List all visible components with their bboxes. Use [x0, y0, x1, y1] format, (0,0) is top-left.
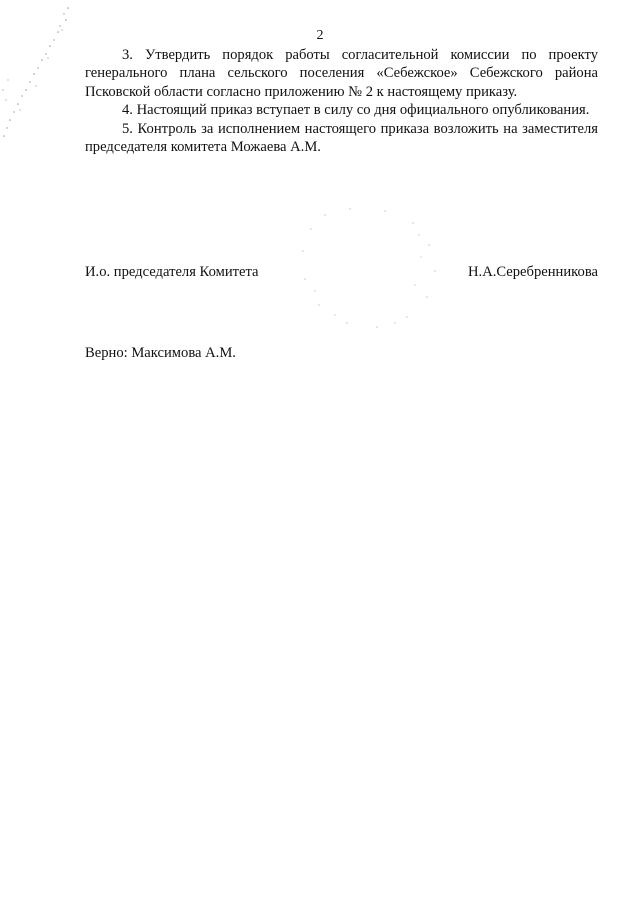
paragraph-5: 5. Контроль за исполнением настоящего приказа возложить на заместителя председателя комитета Можаева А.М.	[85, 120, 598, 156]
signatory-name: Н.А.Серебренникова	[468, 264, 598, 280]
paragraph-4: 4. Настоящий приказ вступает в силу со дня официального опубликования.	[122, 102, 590, 119]
faint-stamp-trace	[295, 205, 445, 335]
certified-copy-line: Верно: Максимова А.М.	[85, 345, 236, 361]
document-body	[85, 46, 598, 156]
page-number: 2	[316, 28, 324, 43]
paragraph-3: 3. Утвердить порядок работы согласительной комиссии по проекту генерального плана сельского поселения «Себежское» Себежского района Псковской области согласно приложению № 2 к настоящему приказу.	[85, 47, 598, 100]
signatory-role: И.о. председателя Комитета	[85, 264, 259, 280]
scan-edge-speckle	[0, 0, 80, 150]
